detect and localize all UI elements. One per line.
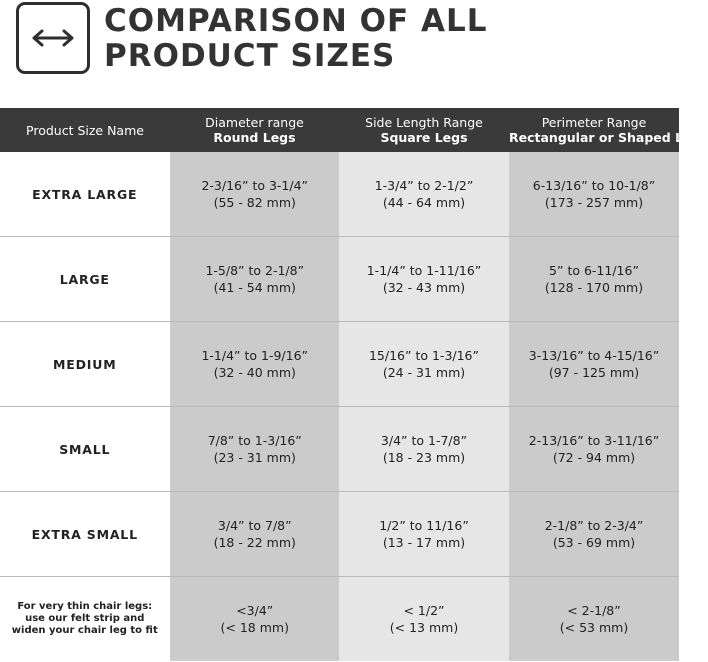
mm-range: (128 - 170 mm) [544,280,644,295]
inch-range: < 2-1/8” [567,603,621,618]
inch-range: 3-13/16” to 4-15/16” [528,348,660,363]
mm-range: (44 - 64 mm) [382,195,466,210]
mm-range: (32 - 40 mm) [213,365,296,380]
square-range-cell [339,237,509,322]
mm-range: (24 - 31 mm) [382,365,466,380]
column-header-sub: Round Legs [213,130,296,145]
double-arrow-horizontal-icon [16,2,90,74]
mm-range: (41 - 54 mm) [213,280,296,295]
square-range-cell [339,407,509,492]
mm-range: (< 13 mm) [389,620,459,635]
column-header-main: Diameter range [205,115,304,130]
inch-range: 15/16” to 1-3/16” [368,348,479,363]
size-name-cell: MEDIUM [0,322,170,407]
table-row [0,492,679,577]
column-header-sub: Rectangular or Shaped Legs [509,130,708,145]
inch-range: 3/4” to 1-7/8” [380,433,468,448]
table-header-row [0,108,679,152]
round-range-cell [170,322,339,407]
column-header-shaped [509,108,708,152]
inch-range: 1-5/8” to 2-1/8” [205,263,305,278]
shaped-range-cell [509,237,679,322]
table-row [0,237,679,322]
inch-range: 2-3/16” to 3-1/4” [201,178,309,193]
mm-range: (18 - 22 mm) [213,535,296,550]
column-header-sub: Square Legs [380,130,468,145]
size-name-cell: EXTRA SMALL [0,492,170,577]
round-range-cell [170,152,339,237]
table-row [0,407,679,492]
shaped-range-cell [509,407,679,492]
size-comparison-table [0,108,708,661]
column-header-round [170,108,339,152]
inch-range: < 1/2” [403,603,445,618]
square-range-cell [339,322,509,407]
size-name-cell: SMALL [0,407,170,492]
square-range-cell [339,577,509,662]
page-header [0,0,679,100]
mm-range: (23 - 31 mm) [213,450,296,465]
column-header-main: Side Length Range [365,115,483,130]
inch-range: 2-13/16” to 3-11/16” [528,433,660,448]
size-name-cell: EXTRA LARGE [0,152,170,237]
inch-range: 3/4” to 7/8” [217,518,292,533]
shaped-range-cell [509,152,679,237]
inch-range: 7/8” to 1-3/16” [207,433,302,448]
inch-range: 5” to 6-11/16” [549,263,639,278]
inch-range: 1/2” to 11/16” [379,518,469,533]
round-range-cell [170,407,339,492]
round-range-cell [170,237,339,322]
column-header-main: Perimeter Range [541,115,647,130]
mm-range: (32 - 43 mm) [382,280,466,295]
mm-range: (173 - 257 mm) [544,195,644,210]
shaped-range-cell [509,322,679,407]
column-header-square [339,108,509,152]
inch-range: 1-1/4” to 1-11/16” [366,263,482,278]
mm-range: (< 53 mm) [559,620,629,635]
mm-range: (97 - 125 mm) [548,365,640,380]
inch-range: 2-1/8” to 2-3/4” [544,518,644,533]
column-header-size-name [0,108,170,152]
mm-range: (18 - 23 mm) [382,450,466,465]
size-name-cell: LARGE [0,237,170,322]
inch-range: 1-3/4” to 2-1/2” [374,178,474,193]
table-row [0,322,679,407]
mm-range: (< 18 mm) [220,620,289,635]
round-range-cell [170,577,339,662]
shaped-range-cell [509,492,679,577]
mm-range: (53 - 69 mm) [552,535,636,550]
mm-range: (72 - 94 mm) [552,450,636,465]
mm-range: (55 - 82 mm) [213,195,296,210]
table-row [0,152,679,237]
square-range-cell [339,152,509,237]
inch-range: 1-1/4” to 1-9/16” [201,348,309,363]
inch-range: 6-13/16” to 10-1/8” [532,178,656,193]
double-arrow-svg [19,5,87,71]
mm-range: (13 - 17 mm) [382,535,466,550]
square-range-cell [339,492,509,577]
inch-range: <3/4” [236,603,274,618]
column-header-main: Product Size Name [26,122,144,138]
table-row [0,577,679,662]
round-range-cell [170,492,339,577]
page-title: COMPARISON OF ALL PRODUCT SIZES [104,3,488,74]
shaped-range-cell [509,577,679,662]
thin-legs-note-cell: For very thin chair legs: use our felt strip and widen your chair leg to fit [0,577,170,662]
